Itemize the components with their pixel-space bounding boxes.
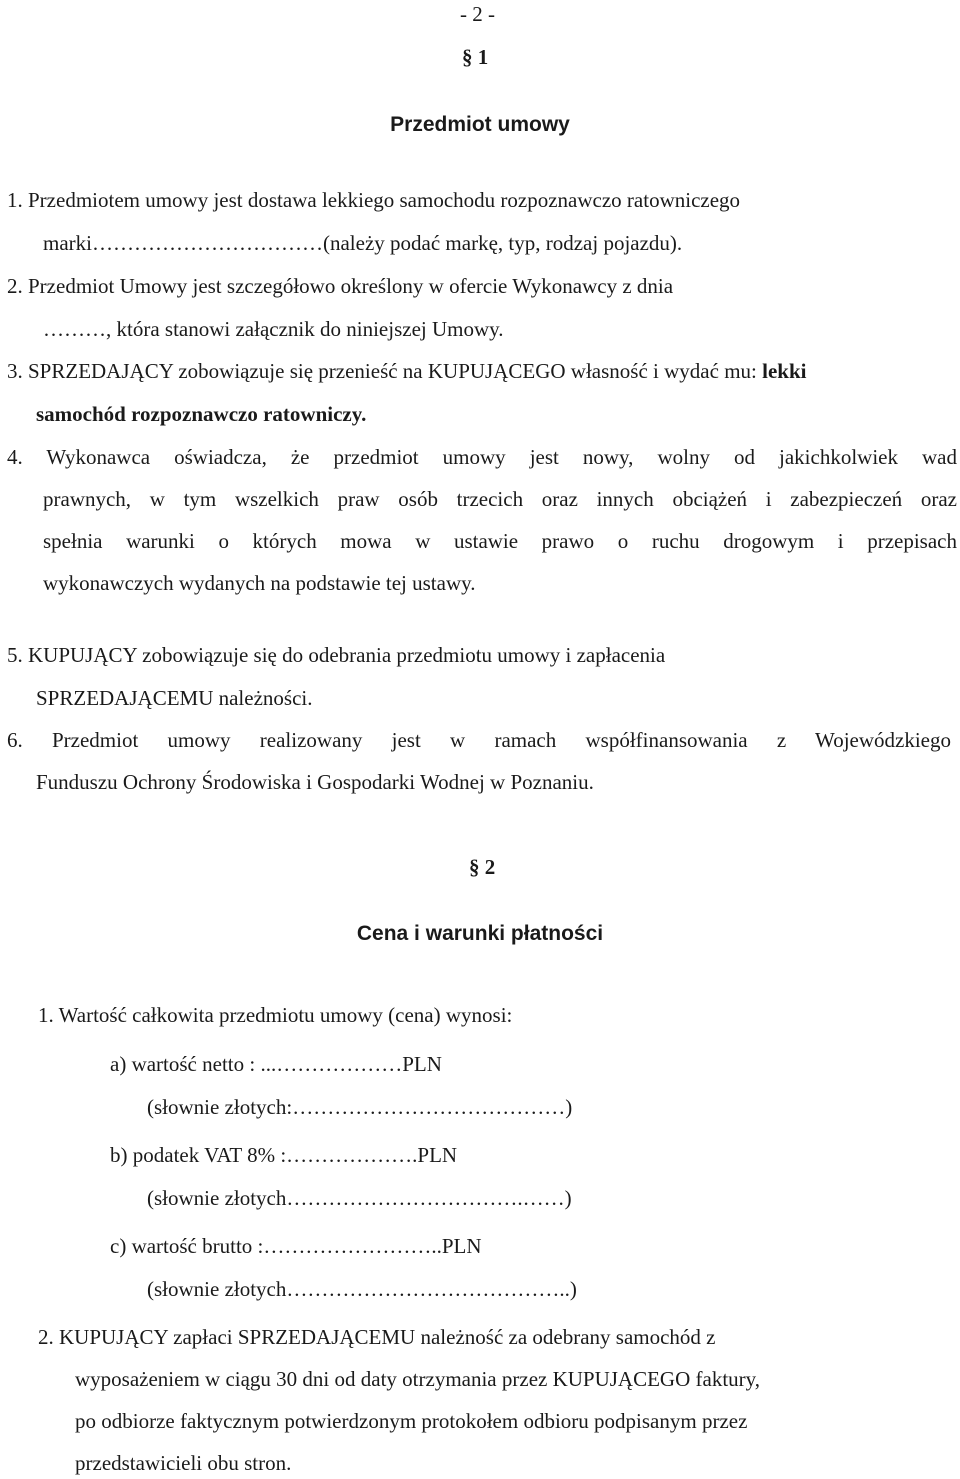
s1-item5-line1: 5. KUPUJĄCY zobowiązuje się do odebrania przedmiotu umowy i zapłacenia xyxy=(7,643,666,667)
s1-item4-line3: spełnia warunki o których mowa w ustawie prawo o ruchu drogowym i przepisach xyxy=(43,529,957,553)
s1-item2-line1: 2. Przedmiot Umowy jest szczegółowo określony w ofercie Wykonawcy z dnia xyxy=(7,274,674,298)
s2-netto-line2: (słownie złotych:…………………………………) xyxy=(147,1095,573,1119)
s2-vat-line2: (słownie złotych…………………………….……) xyxy=(147,1186,572,1210)
section-1-mark: § 1 xyxy=(462,45,489,69)
s1-item4-line4: wykonawczych wydanych na podstawie tej ustawy. xyxy=(43,571,476,595)
s2-brutto-line1: c) wartość brutto :……………………..PLN xyxy=(110,1234,482,1258)
section-2-title: Cena i warunki płatności xyxy=(356,922,604,945)
s1-item5-line2: SPRZEDAJĄCEMU należności. xyxy=(36,686,313,710)
s2-netto-line1: a) wartość netto : ...………………PLN xyxy=(110,1052,442,1076)
s1-item3-text: 3. SPRZEDAJĄCY zobowiązuje się przenieść na KUPUJĄCEGO własność i wydać mu: xyxy=(7,359,763,383)
s1-item3-line1 xyxy=(7,361,806,382)
s1-item1-line1: 1. Przedmiotem umowy jest dostawa lekkiego samochodu rozpoznawczo ratowniczego xyxy=(7,188,741,212)
s2-item2-line1: 2. KUPUJĄCY zapłaci SPRZEDAJĄCEMU należność za odebrany samochód z xyxy=(38,1325,716,1349)
s1-item6-line1: 6. Przedmiot umowy realizowany jest w ramach współfinansowania z Wojewódzkiego xyxy=(7,728,951,752)
s2-item2-line4: przedstawicieli obu stron. xyxy=(75,1451,292,1475)
s1-item1-line2: marki……………………………(należy podać markę, typ, rodzaj pojazdu). xyxy=(43,231,683,255)
s2-item2-line2: wyposażeniem w ciągu 30 dni od daty otrzymania przez KUPUJĄCEGO faktury, xyxy=(75,1367,761,1391)
s2-brutto-line2: (słownie złotych…………………………………..) xyxy=(147,1277,577,1301)
page-number: - 2 - xyxy=(460,2,495,26)
s1-item4-line2: prawnych, w tym wszelkich praw osób trzecich oraz innych obciążeń i zabezpieczeń oraz xyxy=(43,487,957,511)
section-2-mark: § 2 xyxy=(469,855,496,879)
s1-item4-line1: 4. Wykonawca oświadcza, że przedmiot umowy jest nowy, wolny od jakichkolwiek wad xyxy=(7,445,957,469)
s1-item3-bold: lekki xyxy=(762,359,807,383)
s1-item6-line2: Funduszu Ochrony Środowiska i Gospodarki Wodnej w Poznaniu. xyxy=(36,770,594,794)
s2-item1: 1. Wartość całkowita przedmiotu umowy (cena) wynosi: xyxy=(38,1003,513,1027)
s1-item3-line2: samochód rozpoznawczo ratowniczy. xyxy=(36,402,367,426)
s1-item2-line2: ………, która stanowi załącznik do niniejszej Umowy. xyxy=(43,317,504,341)
s2-item2-line3: po odbiorze faktycznym potwierdzonym protokołem odbioru podpisanym przez xyxy=(75,1409,748,1433)
s2-vat-line1: b) podatek VAT 8% :……………….PLN xyxy=(110,1143,458,1167)
section-1-title: Przedmiot umowy xyxy=(390,113,570,136)
